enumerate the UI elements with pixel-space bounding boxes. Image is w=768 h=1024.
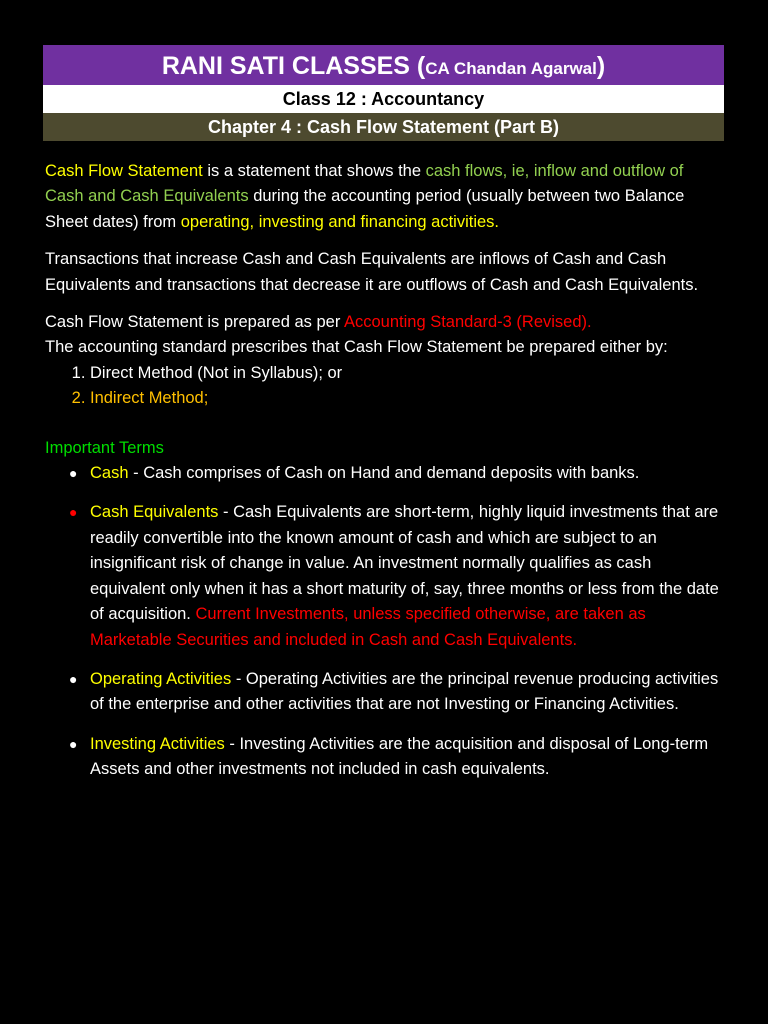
- term-label: Cash: [90, 464, 129, 483]
- intro-paragraph-2: Transactions that increase Cash and Cash Equivalents are inflows of Cash and Cash Equivalents and transactions that decrease it are outflows of Cash and Cash Equivalents.: [45, 250, 699, 294]
- intro-text: is a statement that shows the: [202, 162, 426, 180]
- header-title: [43, 45, 724, 85]
- methods-list: [45, 361, 725, 412]
- page-header: [43, 45, 724, 141]
- term-label: Cash Equivalents: [90, 503, 219, 522]
- highlight-standard: Accounting Standard-3 (Revised).: [343, 313, 592, 332]
- term-item-cash: [45, 461, 725, 486]
- term-label: Investing Activities: [90, 734, 225, 753]
- terms-heading: Important Terms: [45, 438, 164, 457]
- term-definition: - Cash comprises of Cash on Hand and demand deposits with banks.: [128, 464, 640, 483]
- highlight-activities: operating, investing and financing activities.: [180, 212, 500, 231]
- term-definition: - Operating Activities are the principal revenue producing activities of the enterprise and other activities that are not Investing or Financing Activities.: [90, 669, 719, 714]
- intro-paragraph-3: [45, 310, 725, 361]
- class-line: Class 12 : Accountancy: [43, 85, 724, 113]
- terms-list: [45, 461, 725, 782]
- highlight-cash-flows: cash flows, ie, inflow and outflow of Cash and Cash Equivalents: [45, 162, 684, 206]
- intro-text: during the accounting period (usually between two Balance Sheet dates) from: [45, 187, 685, 231]
- term-note: Current Investments, unless specified otherwise, are taken as Marketable Securities and included in Cash and Cash Equivalents.: [90, 605, 646, 649]
- term-item-operating: [45, 667, 725, 718]
- bullet-icon: ●: [69, 735, 78, 752]
- document-body: [45, 159, 725, 797]
- term-definition: - Cash Equivalents are short-term, highly liquid investments that are readily convertible into the known amount of cash and which are subject to an insignificant risk of change in value. An investment normally qualifies as cash equivalent only when it has a short maturity of, say, three months or less from the date of acquisition.: [90, 503, 719, 624]
- term-cfs: Cash Flow Statement: [45, 162, 203, 180]
- method-indirect: 2. Indirect Method;: [90, 386, 725, 411]
- bullet-icon: ●: [69, 465, 78, 482]
- intro-text: Cash Flow Statement is prepared as per: [45, 313, 344, 332]
- term-label: Operating Activities: [90, 669, 232, 688]
- term-definition: - Investing Activities are the acquisition and disposal of Long-term Assets and other investments not included in cash equivalents.: [90, 734, 709, 779]
- institute-name: RANI SATI CLASSES: [161, 52, 410, 80]
- chapter-line: Chapter 4 : Cash Flow Statement (Part B): [43, 113, 724, 141]
- bullet-icon: ●: [69, 670, 78, 687]
- teacher-name: CA Chandan Agarwal: [425, 59, 597, 78]
- title-open-paren: (: [409, 52, 426, 80]
- intro-text: The accounting standard prescribes that Cash Flow Statement be prepared either by:: [45, 338, 668, 357]
- term-item-cash-equivalents: [45, 500, 725, 652]
- bullet-icon: ●: [69, 504, 78, 521]
- term-item-investing: [45, 732, 725, 783]
- title-close-paren: ): [596, 52, 606, 80]
- intro-paragraph-1: [45, 159, 725, 235]
- method-direct: 1. Direct Method (Not in Syllabus); or: [90, 361, 725, 386]
